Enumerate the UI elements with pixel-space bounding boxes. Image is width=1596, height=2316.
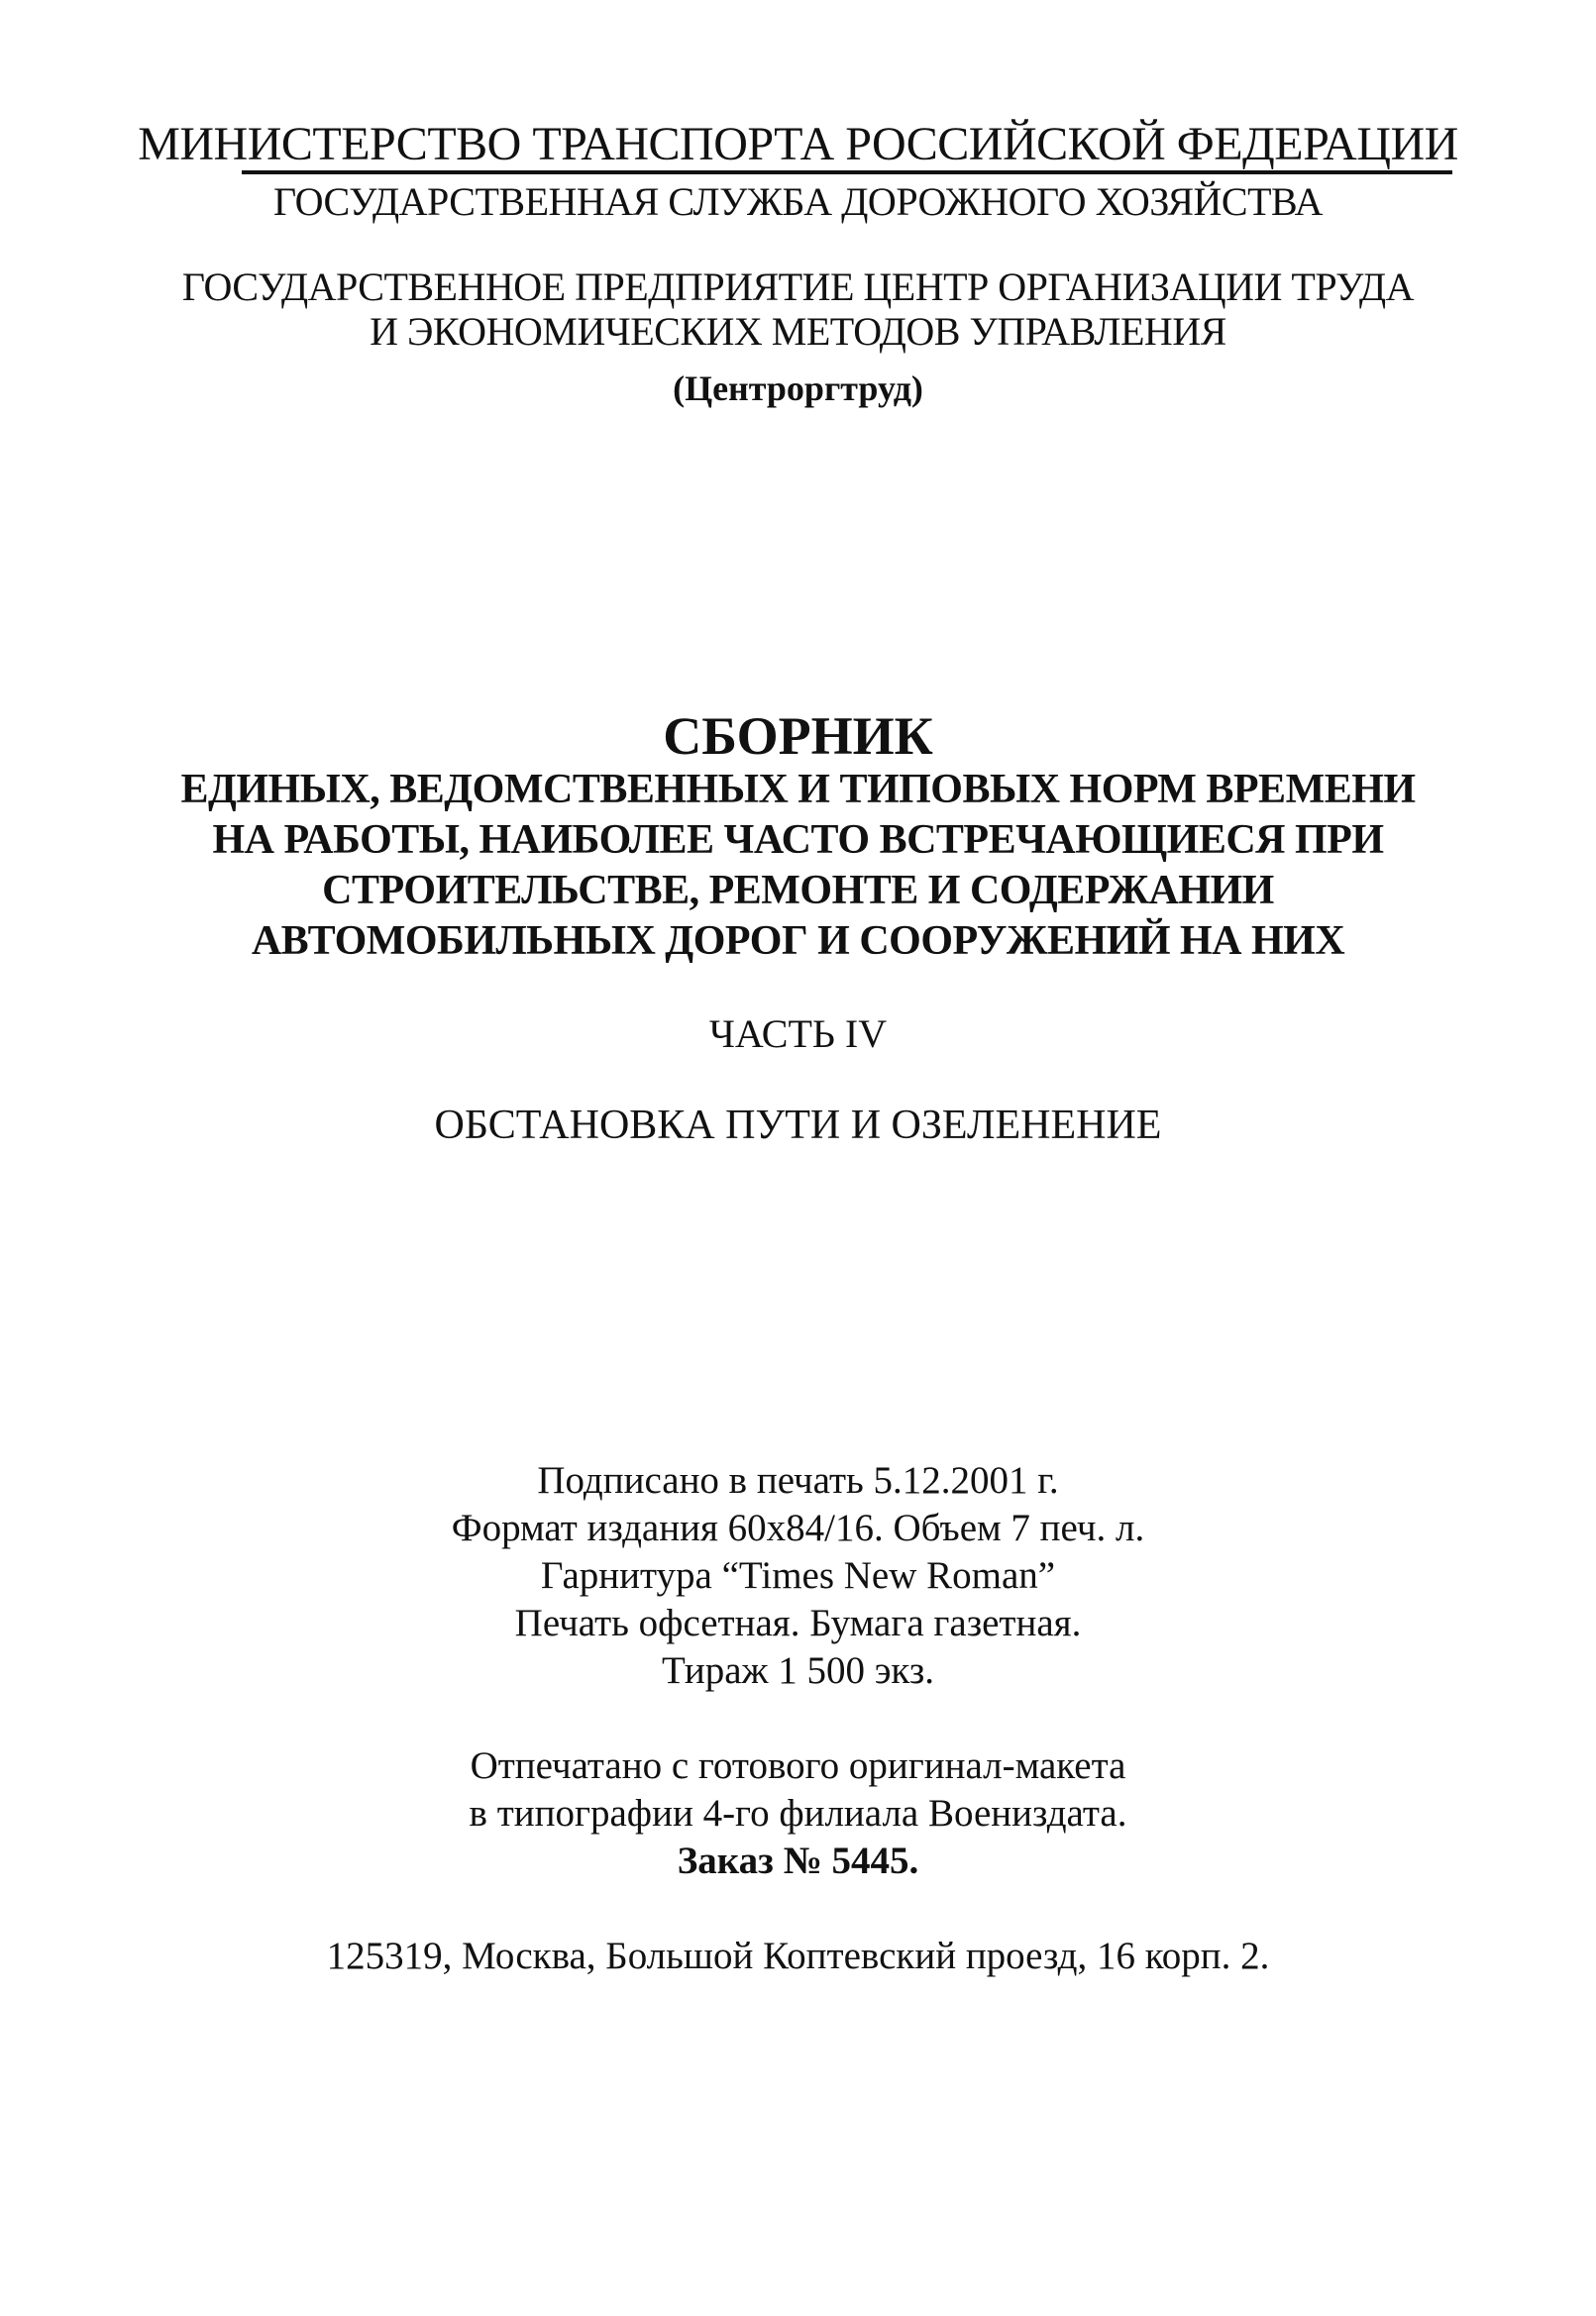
subtitle-line-1: ЕДИНЫХ, ВЕДОМСТВЕННЫХ И ТИПОВЫХ НОРМ ВРЕМЕНИ — [180, 767, 1416, 812]
imprint-line-3: Гарнитура “Times New Roman” — [540, 1554, 1056, 1597]
imprint-line-4: Печать офсетная. Бумага газетная. — [514, 1602, 1082, 1644]
service-name: ГОСУДАРСТВЕННАЯ СЛУЖБА ДОРОЖНОГО ХОЗЯЙСТВА — [272, 179, 1324, 224]
order-number: Заказ № 5445. — [677, 1840, 919, 1882]
imprint-line-2: Формат издания 60х84/16. Объем 7 печ. л. — [451, 1507, 1145, 1549]
ministry-name: МИНИСТЕРСТВО ТРАНСПОРТА РОССИЙСКОЙ ФЕДЕРАЦИИ — [138, 118, 1458, 170]
imprint-line-1: Подписано в печать 5.12.2001 г. — [537, 1459, 1059, 1502]
subtitle-line-2: НА РАБОТЫ, НАИБОЛЕЕ ЧАСТО ВСТРЕЧАЮЩИЕСЯ ПРИ — [212, 817, 1384, 863]
header-rule — [242, 170, 1452, 174]
section-title: ОБСТАНОВКА ПУТИ И ОЗЕЛЕНЕНИЕ — [434, 1103, 1162, 1148]
subtitle-line-4: АВТОМОБИЛЬНЫХ ДОРОГ И СООРУЖЕНИЙ НА НИХ — [251, 918, 1345, 964]
printing-line-1: Отпечатано с готового оригинал-макета — [470, 1744, 1126, 1787]
part-number: ЧАСТЬ IV — [708, 1011, 888, 1056]
enterprise-line-2: И ЭКОНОМИЧЕСКИХ МЕТОДОВ УПРАВЛЕНИЯ — [370, 309, 1226, 354]
subtitle-line-3: СТРОИТЕЛЬСТВЕ, РЕМОНТЕ И СОДЕРЖАНИИ — [322, 868, 1274, 913]
document-title: СБОРНИК — [663, 706, 933, 766]
enterprise-abbreviation: (Центроргтруд) — [673, 368, 923, 408]
printing-line-2: в типографии 4-го филиала Воениздата. — [469, 1792, 1127, 1835]
printer-address: 125319, Москва, Большой Коптевский проезд, 16 корп. 2. — [326, 1935, 1270, 1977]
enterprise-line-1: ГОСУДАРСТВЕННОЕ ПРЕДПРИЯТИЕ ЦЕНТР ОРГАНИЗАЦИИ ТРУДА — [181, 264, 1415, 309]
imprint-line-5: Тираж 1 500 экз. — [661, 1649, 935, 1692]
